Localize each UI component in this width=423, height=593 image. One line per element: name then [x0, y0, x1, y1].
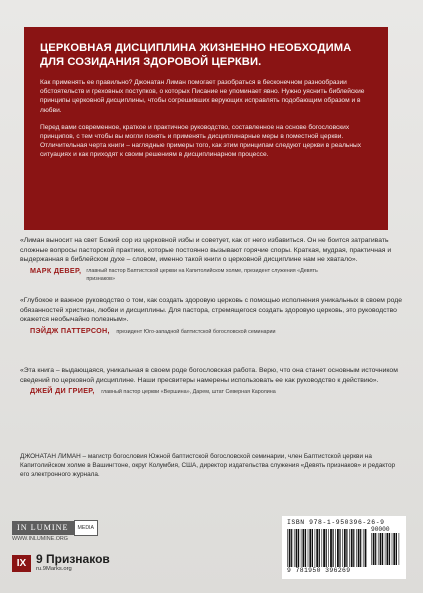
ninemarks-text [36, 553, 110, 573]
headline-line-1: ЦЕРКОВНАЯ ДИСЦИПЛИНА ЖИЗНЕННО НЕОБХОДИМА [40, 42, 352, 54]
inlumine-logo [12, 520, 98, 536]
endorser-title: главный пастор Баптистской церкви на Капитолийском холме, президент служения «Девять признаков» [86, 267, 318, 282]
summary-paragraph-2: Перед вами современное, краткое и практичное руководство, составленное на основе богословских принципов, с тем чтобы вы могли понять и применять дисциплинарные меры в поместной церкви. Отличительная черта книги – наглядные примеры того, как этим принципам следуют церкви в реальных ситуациях и как приходят к своим решениям в дисциплинарном процессе. [40, 123, 362, 159]
endorsement-attribution [30, 327, 402, 336]
endorser-name: ДЖЕЙ ДИ ГРИЕР, [30, 386, 95, 395]
ninemarks-badge-icon: IX [12, 555, 31, 572]
barcode-addon-number: 90000 [371, 526, 390, 533]
endorser-title: главный пастор церкви «Вершина», Дарем, штат Северная Каролина [101, 389, 276, 395]
ninemarks-logo [12, 553, 110, 573]
isbn-text: ISBN 978-1-950396-26-9 [287, 519, 385, 526]
barcode-main-icon [287, 529, 367, 567]
inlumine-media-label: MEDIA [74, 520, 98, 536]
inlumine-name: IN LUMINE [12, 521, 74, 535]
endorsement-attribution [30, 387, 402, 396]
summary-panel [24, 27, 388, 230]
endorsement-3 [20, 366, 402, 396]
endorsement-quote: «Эта книга – выдающаяся, уникальная в своем роде богословская работа. Верю, что она станет основным источником сведений по церковной дисциплине. Наши пресвитеры намерены использовать ее как руководство к действию». [20, 367, 398, 384]
endorsement-1 [20, 236, 402, 283]
summary-paragraph-1: Как применять ее правильно? Джонатан Лиман помогает разобраться в бесконечном разнообразии обстоятельств и греховных поступков, о которых Писание не упоминает явно. Нужно уяснить библейские принципы церковной дисциплины, чтобы согрешивших верующих исправлять подобающим образом и в любви. [40, 79, 365, 114]
endorsement-quote: «Лиман выносит на свет Божий сор из церковной избы и советует, как от него избавиться. Он не боится затрагивать сложные вопросы пасторской практики, которые постоянно вызывают горячие споры. Краткая, мудрая, практичная и выдержанная в библейском духе – словом, именно такой книги о церковной дисциплине нам не хватало». [20, 237, 392, 263]
inlumine-url: WWW.INLUMINE.ORG [12, 536, 68, 542]
barcode-panel [282, 516, 406, 579]
endorsement-quote: «Глубокое и важное руководство о том, как создать здоровую церковь с помощью исполнения уникальных в своем роде обязанностей христиан, любви и дисциплины. Для пастора, стремящегося создать здоровую церковь, это руководство окажется необычайно полезным». [20, 297, 403, 323]
ninemarks-name: 9 Признаков [36, 552, 110, 566]
endorsement-attribution [30, 267, 402, 283]
headline [40, 41, 374, 69]
ninemarks-url: ru.9Marks.org [36, 566, 72, 572]
barcode-addon-icon [371, 533, 401, 565]
endorser-name: МАРК ДЕВЕР, [30, 265, 82, 275]
headline-line-2: ДЛЯ СОЗИДАНИЯ ЗДОРОВОЙ ЦЕРКВИ. [40, 56, 262, 68]
endorsement-2 [20, 296, 402, 336]
barcode-area [287, 527, 402, 573]
endorser-title: президент Юго-западной баптистской богословской семинарии [116, 328, 276, 335]
barcode-digits: 9 781950 396269 [287, 567, 351, 574]
author-bio: ДЖОНАТАН ЛИМАН – магистр богословия Южной баптистской богословской семинарии, член Баптистской церкви на Капитолийском холме в Вашингтоне, округ Колумбия, США, директор издательства служения «Девять признаков» и редактор его электронного журнала. [20, 453, 396, 479]
endorser-name: ПЭЙДЖ ПАТТЕРСОН, [30, 325, 110, 335]
